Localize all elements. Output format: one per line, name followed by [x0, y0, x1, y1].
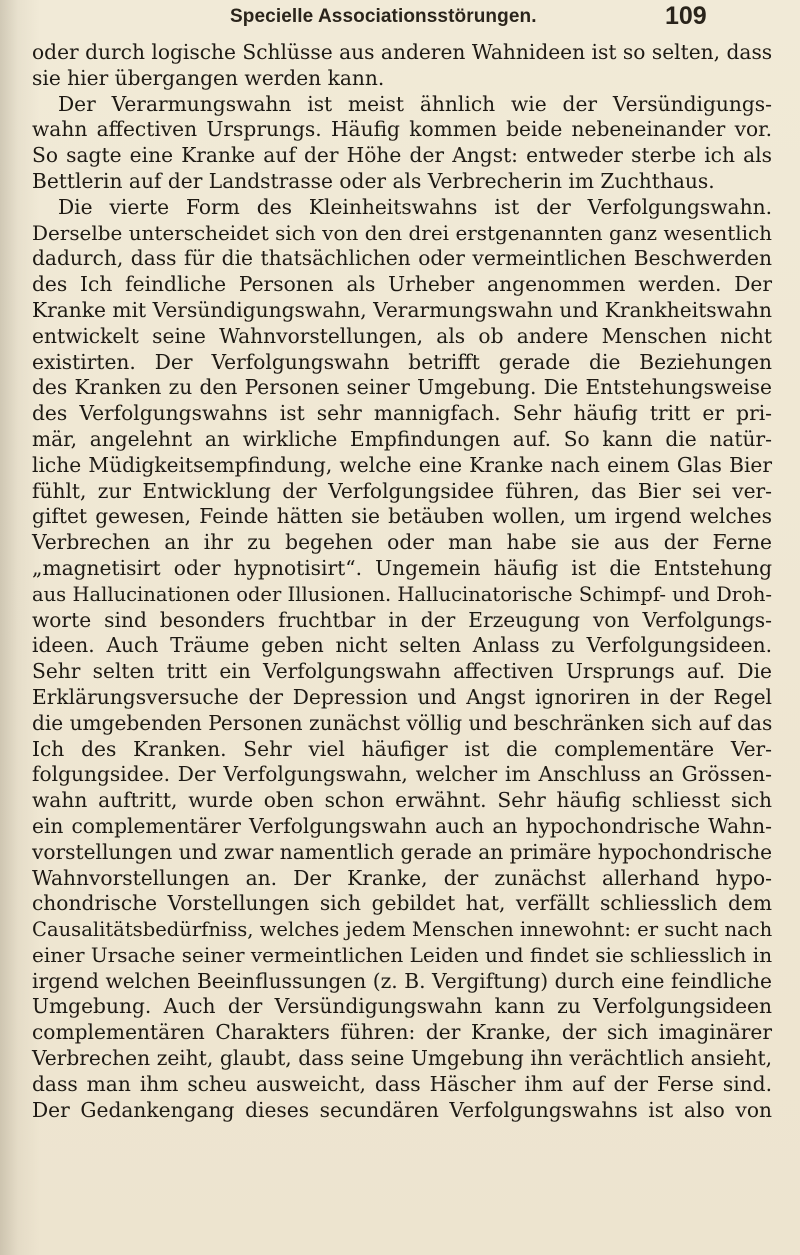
text-line: folgungsidee. Der Verfolgungswahn, welcher im Anschluss an Grössen-	[32, 762, 772, 787]
text-line: Verbrechen an ihr zu begehen oder man habe sie aus der Ferne	[32, 530, 772, 555]
text-line: wahn auftritt, wurde oben schon erwähnt. Sehr häufig schliesst sich	[32, 788, 772, 813]
text-line: Umgebung. Auch der Versündigungswahn kann zu Verfolgungsideen	[32, 994, 772, 1019]
text-line: des Ich feindliche Personen als Urheber angenommen werden. Der	[32, 272, 772, 297]
page-number: 109	[665, 2, 707, 30]
text-line: aus Hallucinationen oder Illusionen. Hallucinatorische Schimpf- und Droh-	[32, 582, 772, 606]
text-line: oder durch logische Schlüsse aus anderen Wahnideen ist so selten, dass	[32, 40, 773, 64]
text-line: Sehr selten tritt ein Verfolgungswahn affectiven Ursprungs auf. Die	[32, 659, 772, 684]
text-line: Ich des Kranken. Sehr viel häufiger ist die complementäre Ver-	[32, 736, 772, 761]
text-line: vorstellungen und zwar namentlich gerade an primäre hypochondrische	[32, 839, 773, 864]
text-line: Causalitätsbedürfniss, welches jedem Menschen innewohnt: er sucht nach	[32, 918, 773, 942]
text-line: Derselbe unterscheidet sich von den drei erstgenannten ganz wesentlich	[32, 220, 772, 245]
text-line: Der Gedankengang dieses secundären Verfolgungswahns ist also von	[32, 1097, 772, 1122]
text-line: einer Ursache seiner vermeintlichen Leiden und findet sie schliesslich in	[32, 942, 773, 967]
text-line: ideen. Auch Träume geben nicht selten Anlass zu Verfolgungsideen.	[32, 633, 772, 658]
text-line: dadurch, dass für die thatsächlichen oder vermeintlichen Beschwerden	[32, 246, 772, 271]
text-line: Wahnvorstellungen an. Der Kranke, der zunächst allerhand hypo-	[32, 865, 772, 890]
page-header	[0, 0, 800, 40]
text-line: die umgebenden Personen zunächst völlig und beschränken sich auf das	[32, 710, 773, 735]
text-line: des Kranken zu den Personen seiner Umgebung. Die Entstehungsweise	[32, 375, 772, 400]
text-line: sie hier übergangen werden kann.	[32, 65, 385, 90]
text-line: „magnetisirt oder hypnotisirt“. Ungemein häufig ist die Entstehung	[32, 555, 772, 580]
text-line: Die vierte Form des Kleinheitswahns ist der Verfolgungswahn.	[58, 194, 772, 219]
text-line: fühlt, zur Entwicklung der Verfolgungsidee führen, das Bier sei ver-	[32, 478, 772, 503]
text-line: So sagte eine Kranke auf der Höhe der Angst: entweder sterbe ich als	[32, 143, 772, 168]
text-line: worte sind besonders fruchtbar in der Erzeugung von Verfolgungs-	[32, 607, 772, 632]
text-line: ein complementärer Verfolgungswahn auch an hypochondrische Wahn-	[32, 813, 772, 838]
text-line: wahn affectiven Ursprungs. Häufig kommen beide nebeneinander vor.	[32, 117, 772, 142]
text-line: complementären Charakters führen: der Kranke, der sich imaginärer	[32, 1020, 772, 1045]
body-text	[32, 40, 772, 1123]
text-line: chondrische Vorstellungen sich gebildet hat, verfällt schliesslich dem	[32, 891, 772, 916]
text-line: existirten. Der Verfolgungswahn betrifft gerade die Beziehungen	[32, 349, 772, 374]
text-line: liche Müdigkeitsempfindung, welche eine Kranke nach einem Glas Bier	[32, 452, 772, 477]
text-line: irgend welchen Beeinflussungen (z. B. Vergiftung) durch eine feindliche	[32, 968, 772, 993]
text-line: Bettlerin auf der Landstrasse oder als Verbrecherin im Zuchthaus.	[32, 168, 715, 193]
text-line: dass man ihm scheu ausweicht, dass Häscher ihm auf der Ferse sind.	[32, 1071, 772, 1096]
running-head: Specielle Associationsstörungen.	[230, 6, 537, 27]
text-line: giftet gewesen, Feinde hätten sie betäuben wollen, um irgend welches	[32, 504, 772, 529]
text-line: Kranke mit Versündigungswahn, Verarmungswahn und Krankheitswahn	[32, 297, 772, 322]
text-line: Erklärungsversuche der Depression und Angst ignoriren in der Regel	[32, 684, 772, 709]
text-line: entwickelt seine Wahnvorstellungen, als ob andere Menschen nicht	[32, 323, 772, 348]
text-line: Verbrechen zeiht, glaubt, dass seine Umgebung ihn verächtlich ansieht,	[32, 1046, 772, 1071]
text-line: Der Verarmungswahn ist meist ähnlich wie der Versündigungs-	[58, 91, 772, 116]
text-line: des Verfolgungswahns ist sehr mannigfach. Sehr häufig tritt er pri-	[32, 401, 772, 426]
text-line: mär, angelehnt an wirkliche Empfindungen auf. So kann die natür-	[32, 426, 772, 451]
